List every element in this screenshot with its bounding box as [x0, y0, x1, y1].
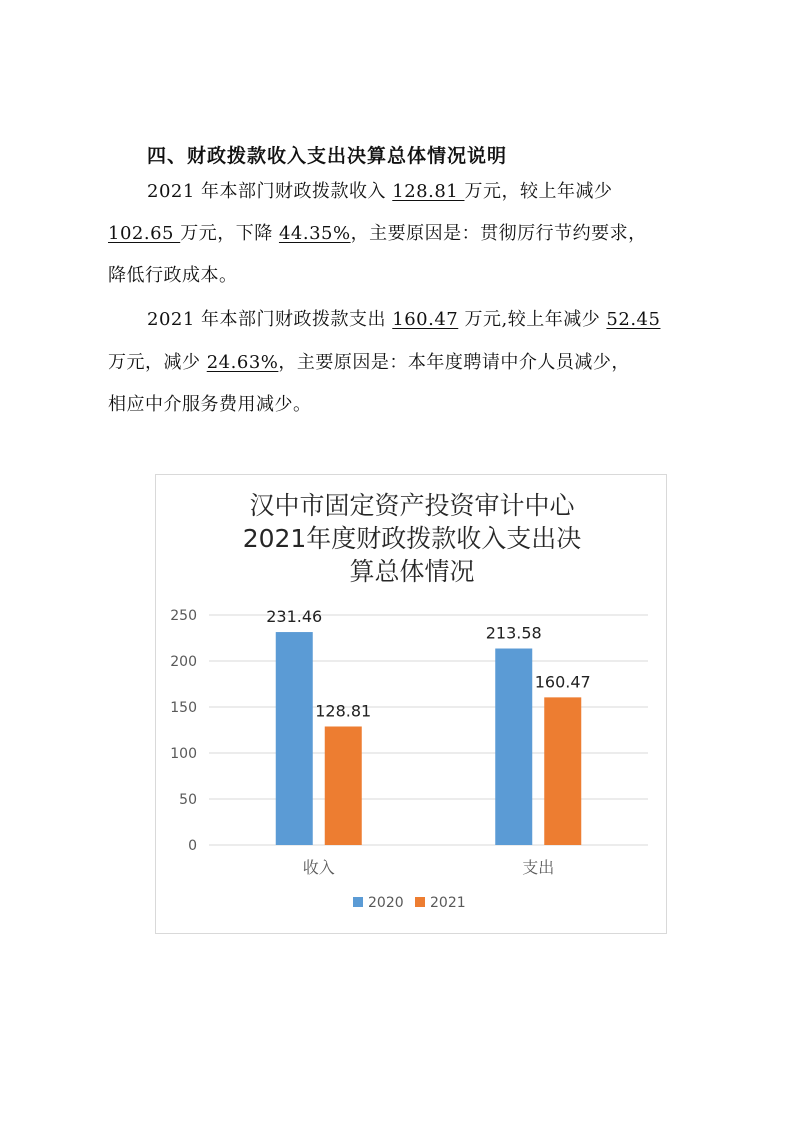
legend-label: 2020 [368, 895, 404, 911]
para2-text-b: 万元,较上年减少 [458, 309, 607, 330]
bar [495, 649, 532, 845]
para2-decrease-pct: 24.63% [206, 352, 279, 373]
y-tick-label: 50 [179, 792, 197, 808]
para2-expense-amount: 160.47 [392, 309, 459, 330]
para2-text-a: 2021 年本部门财政拨款支出 [147, 309, 393, 330]
data-label: 231.46 [266, 607, 323, 627]
chart-title-line: 汉中市固定资产投资审计中心 [249, 491, 575, 520]
chart-container [155, 474, 667, 934]
y-tick-label: 0 [188, 838, 197, 854]
legend-swatch [353, 897, 363, 907]
section-heading: 四、财政拨款收入支出决算总体情况说明 [147, 145, 508, 167]
para1-text-b: 万元，较上年减少 [464, 181, 613, 202]
bar [325, 726, 362, 845]
para1-decrease-pct: 44.35% [278, 223, 351, 244]
para2-text-d: ，主要原因是：本年度聘请中介人员减少， [278, 352, 630, 373]
para1-text-d: ，主要原因是：贯彻厉行节约要求， [350, 223, 647, 244]
para1-line3: 降低行政成本。 [108, 265, 238, 286]
y-tick-label: 250 [170, 608, 197, 624]
para1-text-c: 万元，下降 [180, 223, 279, 244]
chart-title-line: 算总体情况 [349, 557, 475, 586]
para1-decrease-amount: 102.65 [108, 223, 181, 244]
bar [276, 632, 313, 845]
para1-line2 [108, 219, 647, 245]
legend-label: 2021 [430, 895, 466, 911]
y-tick-label: 150 [170, 700, 197, 716]
bar [544, 697, 581, 845]
para2-decrease-amount: 52.45 [606, 309, 661, 330]
bar-chart [156, 475, 668, 935]
para2-line2 [108, 348, 630, 374]
data-label: 213.58 [485, 623, 542, 643]
data-label: 128.81 [315, 701, 372, 721]
y-tick-label: 200 [170, 654, 197, 670]
x-category-label: 支出 [522, 858, 555, 877]
legend-swatch [415, 897, 425, 907]
chart-title-line: 2021年度财政拨款收入支出决 [242, 524, 582, 553]
para1-income-amount: 128.81 [392, 181, 465, 202]
y-tick-label: 100 [170, 746, 197, 762]
para2-text-c: 万元，减少 [108, 352, 207, 373]
x-category-label: 收入 [302, 858, 335, 877]
para1-text-a: 2021 年本部门财政拨款收入 [147, 181, 393, 202]
para2-line3: 相应中介服务费用减少。 [108, 394, 312, 415]
para1-line1 [147, 177, 612, 203]
data-label: 160.47 [534, 672, 591, 692]
para2-line1 [147, 305, 660, 331]
